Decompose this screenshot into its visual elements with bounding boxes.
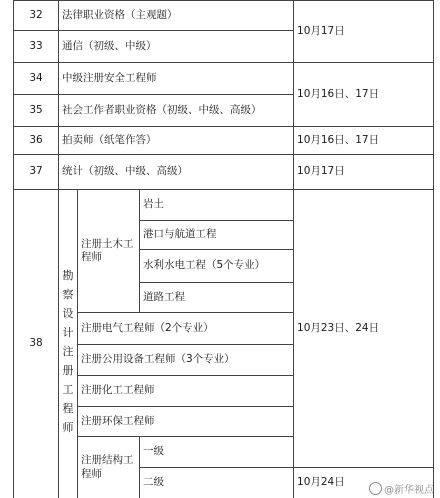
exam-subcategory: 注册化工工程师: [78, 376, 294, 407]
exam-category-label: 勘察设计注册工程师: [62, 268, 74, 434]
row-number: 35: [14, 95, 59, 127]
exam-date: 10月16日、17日: [294, 127, 434, 155]
weibo-logo-icon: [369, 482, 382, 495]
table-row: [14, 63, 434, 95]
table-row: [14, 127, 434, 155]
row-number: 36: [14, 127, 59, 155]
exam-date: 10月16日、17日: [294, 63, 434, 127]
exam-name: 法律职业资格（主观题）: [59, 1, 294, 31]
row-number: 32: [14, 1, 59, 31]
exam-name: 中级注册安全工程师: [59, 63, 294, 95]
table-row: [14, 1, 434, 31]
watermark: [369, 481, 434, 496]
exam-date: 10月17日: [294, 155, 434, 190]
row-number: 38: [14, 190, 59, 498]
exam-specialty: 港口与航道工程: [140, 221, 294, 250]
exam-specialty: 二级: [140, 468, 294, 498]
exam-date: 10月24日: [294, 468, 434, 498]
exam-name: 拍卖师（纸笔作答）: [59, 127, 294, 155]
row-number: 34: [14, 63, 59, 95]
exam-specialty: 岩土: [140, 190, 294, 221]
exam-date: 10月23日、24日: [294, 190, 434, 468]
exam-subcategory: 注册结构工程师: [78, 437, 140, 498]
table-row: [14, 155, 434, 190]
row-number: 33: [14, 31, 59, 63]
exam-name: 通信（初级、中级）: [59, 31, 294, 63]
watermark-text: @新华视点: [384, 485, 434, 496]
exam-schedule-table: [13, 0, 434, 498]
exam-date: 10月17日: [294, 1, 434, 63]
exam-subcategory: 注册公用设备工程师（3个专业）: [78, 345, 294, 376]
exam-subcategory: 注册电气工程师（2个专业）: [78, 313, 294, 345]
row-number: 37: [14, 155, 59, 190]
exam-subcategory: 注册土木工程师: [78, 190, 140, 313]
exam-specialty: 水利水电工程（5个专业）: [140, 250, 294, 283]
exam-subcategory: 注册环保工程师: [78, 407, 294, 437]
exam-specialty: 一级: [140, 437, 294, 468]
exam-category: [59, 190, 78, 498]
table-row: [14, 190, 434, 221]
exam-name: 统计（初级、中级、高级）: [59, 155, 294, 190]
exam-name: 社会工作者职业资格（初级、中级、高级）: [59, 95, 294, 127]
exam-specialty: 道路工程: [140, 283, 294, 313]
